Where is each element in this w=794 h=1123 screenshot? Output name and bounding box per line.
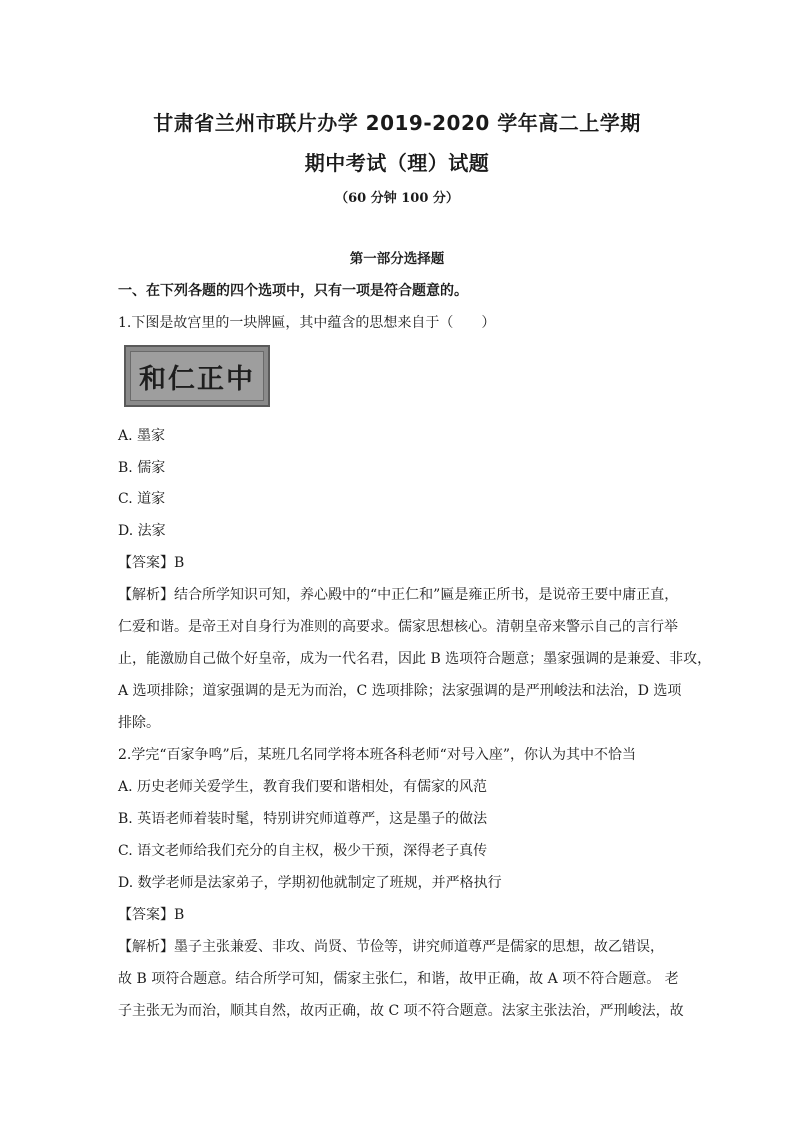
q2-option-c: C. 语文老师给我们充分的自主权，极少干预，深得老子真传 xyxy=(118,843,488,859)
q1-analysis-line: A 选项排除；道家强调的是无为而治，C 选项排除；法家强调的是严刑峻法和法治，D 选项 xyxy=(118,683,682,699)
q2-analysis-line: 子主张无为而治，顺其自然，故丙正确，故 C 项不符合题意。法家主张法治，严刑峻法，故 xyxy=(118,1003,684,1019)
q1-option-d: D. 法家 xyxy=(118,523,166,539)
palace-plaque-image xyxy=(124,345,270,407)
q2-analysis-line: 【解析】墨子主张兼爱、非攻、尚贤、节俭等，讲究师道尊严是儒家的思想，故乙错误， xyxy=(118,939,664,955)
section-heading: 第一部分选择题 xyxy=(349,251,445,267)
q2-option-b: B. 英语老师着装时髦，特别讲究师道尊严，这是墨子的做法 xyxy=(118,811,488,827)
q1-answer: 【答案】B xyxy=(118,555,185,571)
section-instruction: 一、在下列各题的四个选项中，只有一项是符合题意的。 xyxy=(118,283,468,299)
q2-analysis-line: 故 B 项符合题意。结合所学可知，儒家主张仁，和谐，故甲正确，故 A 项不符合题意。 老 xyxy=(118,971,679,987)
q2-option-a: A. 历史老师关爱学生，教育我们要和谐相处，有儒家的风范 xyxy=(118,779,488,795)
q1-option-a: A. 墨家 xyxy=(118,428,166,444)
q2-answer: 【答案】B xyxy=(118,907,185,923)
q1-stem: 1.下图是故宫里的一块牌匾，其中蕴含的思想来自于（ ） xyxy=(118,315,496,331)
plaque-board xyxy=(130,351,264,401)
title-line-1: 甘肃省兰州市联片办学 2019-2020 学年高二上学期 xyxy=(153,111,641,135)
q1-analysis-line: 排除。 xyxy=(118,715,160,731)
q1-option-c: C. 道家 xyxy=(118,491,166,507)
q2-option-d: D. 数学老师是法家弟子，学期初他就制定了班规，并严格执行 xyxy=(118,875,502,891)
q1-analysis-line: 仁爱和谐。是帝王对自身行为准则的高要求。儒家思想核心。清朝皇帝来警示自己的言行举 xyxy=(118,619,678,635)
q1-analysis-line: 【解析】结合所学知识可知，养心殿中的“中正仁和”匾是雍正所书，是说帝王要中庸正直， xyxy=(118,587,679,603)
title-line-2: 期中考试（理）试题 xyxy=(304,151,490,175)
q1-option-b: B. 儒家 xyxy=(118,460,166,476)
q1-analysis-line: 止，能激励自己做个好皇帝，成为一代名君，因此 B 选项符合题意；墨家强调的是兼爱、非攻， xyxy=(118,651,712,667)
plaque-inscription: 和仁正中 xyxy=(139,363,255,395)
q2-stem: 2.学完“百家争鸣”后，某班几名同学将本班各科老师“对号入座”，你认为其中不恰当 xyxy=(118,747,636,763)
exam-duration-score: （60 分钟 100 分） xyxy=(335,191,459,206)
